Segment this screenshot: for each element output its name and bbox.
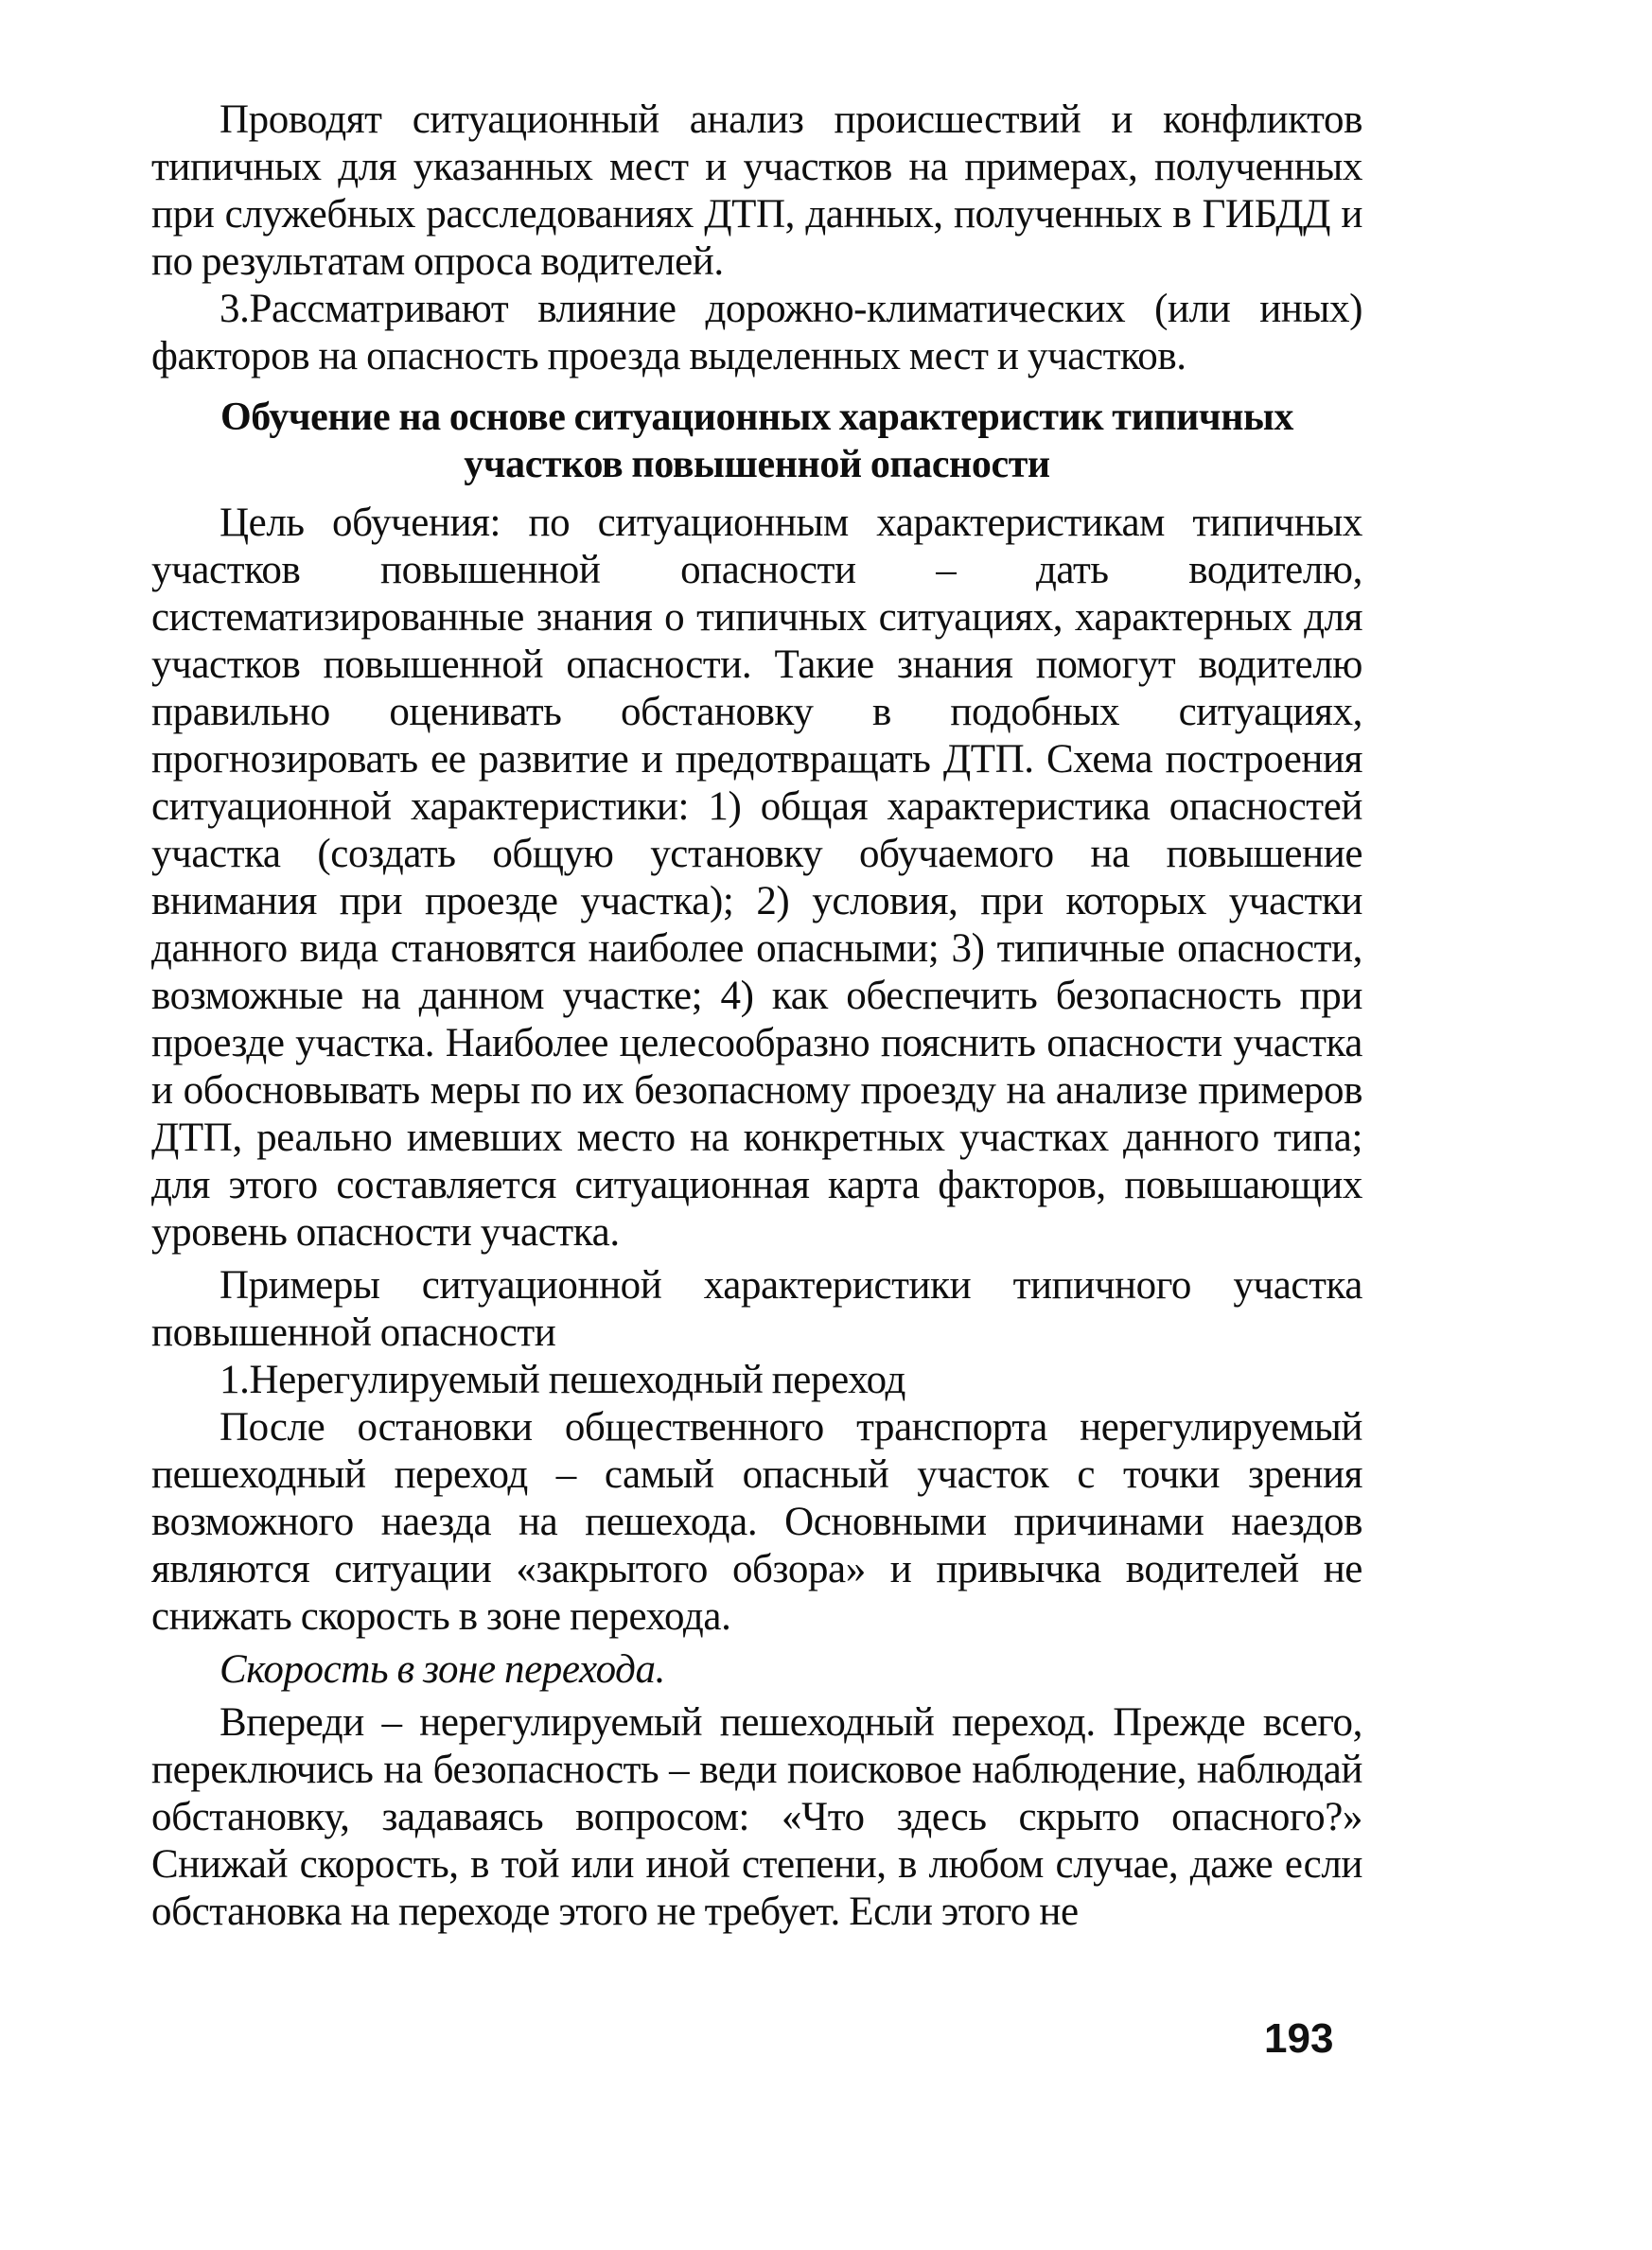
section-heading	[151, 394, 1362, 488]
paragraph-training-goal: Цель обучения: по ситуационным характеристикам типичных участков повышенной опасности – дать водителю, систематизированные знания о типичных ситуациях, характерных для участков повышенной опасности. Такие знания помогут водителю правильно оценивать обстановку в подобных ситуациях, прогнозировать ее развитие и предотвращать ДТП. Схема построения ситуационной характеристики: 1) общая характеристика опасностей участка (создать общую установку обучаемого на повышение внимания при проезде участка); 2) условия, при которых участки данного вида становятся наиболее опасными; 3) типичные опасности, возможные на данном участке; 4) как обеспечить безопасность при проезде участка. Наиболее целесообразно пояснить опасности участка и обосновывать меры по их безопасному проезду на анализе примеров ДТП, реально имевших место на конкретных участках данного типа; для этого составляется ситуационная карта факторов, повышающих уровень опасности участка.	[151, 501, 1362, 1255]
paragraph-item-3: 3.Рассматривают влияние дорожно-климатических (или иных) факторов на опасность проезда выделенных мест и участков.	[151, 287, 1362, 378]
page-number: 193	[1264, 2015, 1334, 2062]
paragraph-analysis: Проводят ситуационный анализ происшествий и конфликтов типичных для указанных мест и участков на примерах, полученных при служебных расследованиях ДТП, данных, полученных в ГИБДД и по результатам опроса водителей.	[151, 97, 1362, 284]
paragraph-ahead-crossing: Впереди – нерегулируемый пешеходный переход. Прежде всего, переключись на безопасность – веди поисковое наблюдение, наблюдай обстановку, задаваясь вопросом: «Что здесь скрыто опасного?» Снижай скорость, в той или иной степени, в любом случае, даже если обстановка на переходе этого не требует. Если этого не	[151, 1700, 1362, 1934]
section-heading-line-1: Обучение на основе ситуационных характеристик типичных	[220, 396, 1294, 439]
paragraph-examples-intro: Примеры ситуационной характеристики типичного участка повышенной опасности	[151, 1263, 1362, 1355]
subheading-speed: Скорость в зоне перехода.	[220, 1647, 665, 1692]
paragraph-crossing-danger: После остановки общественного транспорта нерегулируемый пешеходный переход – самый опасный участок с точки зрения возможного наезда на пешехода. Основными причинами наездов являются ситуации «закрытого обзора» и привычка водителей не снижать скорость в зоне перехода.	[151, 1405, 1362, 1639]
paragraph-item-1: 1.Нерегулируемый пешеходный переход	[220, 1358, 906, 1402]
page-body	[151, 97, 1362, 1936]
section-heading-line-2: участков повышенной опасности	[464, 443, 1050, 486]
